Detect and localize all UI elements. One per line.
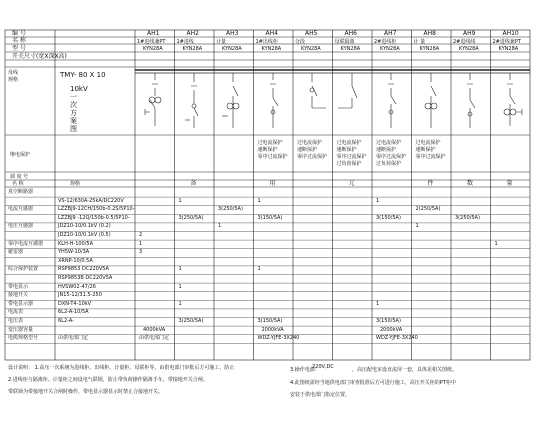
- cabinet-model: KYN28A: [222, 46, 242, 52]
- cabinet-name: 母联隔离: [334, 39, 355, 45]
- relay-text: 速断保护: [376, 147, 397, 153]
- voltage-title-char: 图: [70, 125, 77, 133]
- table-cell: 1: [257, 266, 261, 273]
- cabinet-name: 分段: [295, 39, 306, 45]
- voltage-title-char: 方: [70, 109, 77, 117]
- row-spec: JDZ10-10/0.1kV (0.5): [58, 232, 111, 238]
- cabinet-id: AH4: [265, 30, 278, 37]
- voltage-title-char: 一: [70, 93, 77, 101]
- row-name: 带电显示: [8, 283, 29, 290]
- row-name: 接地开关: [8, 292, 29, 299]
- header-model-label: 型 号: [12, 45, 26, 52]
- note-line: 4.此图纸需经当地供电部门审查批准后方可进行施工，高压开关柜的PT柜中: [290, 380, 456, 386]
- table-cell: 3(150/5A): [376, 318, 401, 324]
- row-spec: LZZBJ9 -12Q/150b-0.5/5P10-: [58, 214, 130, 221]
- row-spec: DXN-T4-10kV: [58, 300, 92, 307]
- note-line: 设计说明： 1.高压一次系统为进线柜、出线柜、计量柜、母联柜等，由供电部门审批后方可施工，防止: [8, 365, 235, 371]
- cabinet-id: AH7: [384, 30, 397, 37]
- table-cell: 1: [178, 300, 182, 307]
- cabinet-model: KYN28A: [498, 46, 519, 52]
- table-cell: 1: [376, 197, 380, 204]
- row-name: 电缆规格型号: [8, 335, 39, 342]
- table-cell: 2(250/5A): [415, 206, 441, 213]
- relay-text: 过电流保护: [376, 140, 402, 146]
- section-title-char: 用: [269, 180, 276, 187]
- cabinet-id: AH10: [502, 30, 519, 37]
- row-spec: LZZBJ9-12CH/150b-0.2S/5P10-: [58, 206, 135, 213]
- table-cell: 1: [494, 240, 498, 247]
- row-spec: KLH-H-100/5A: [58, 240, 94, 247]
- row-spec: JDZ10-10/0.1kV (0.2): [58, 223, 111, 230]
- voltage-title-char: 10kV: [70, 85, 88, 93]
- voltage-title-char: 次: [70, 101, 77, 109]
- table-cell: 1: [178, 266, 182, 273]
- relay-text: 过电流保护: [336, 140, 362, 146]
- relay-text: 零序过流保护: [376, 154, 407, 160]
- cabinet-name: 计 量: [413, 39, 426, 45]
- relay-text: 过电流保护: [297, 140, 323, 146]
- busbar-spec-label: 规格: [8, 77, 19, 83]
- cabinet-id: AH6: [344, 30, 357, 37]
- table-cell: 3(250/5A): [178, 214, 204, 221]
- row-spec: RSP9853B DC220V5A: [58, 275, 113, 281]
- cabinet-model: KYN28A: [340, 46, 361, 52]
- cabinet-id: AH9: [463, 30, 476, 37]
- cabinet-model: KYN28A: [261, 46, 282, 52]
- cabinet-name: 1#进线: [176, 39, 194, 45]
- table-cell: 3(150/5A): [257, 214, 283, 221]
- table-cell: 3(150/5A): [257, 318, 283, 324]
- cabinet-model: KYN28A: [459, 46, 479, 52]
- cable-value: WDZ-YJFE-3X240: [257, 335, 300, 342]
- col-name-label: 名 称: [12, 181, 24, 187]
- table-cell: 2: [139, 232, 143, 238]
- relay-text: 零序过流保护: [415, 154, 446, 160]
- row-name: 零序电流互感器: [8, 240, 44, 247]
- cabinet-id: AH8: [423, 30, 436, 37]
- cabinet-name: 2#进线兼PT: [492, 39, 521, 45]
- capacity-value: 4000kVA: [143, 326, 166, 333]
- row-spec: XRNP-10/0.5A: [58, 257, 93, 264]
- table-cell: 3(250/5A): [178, 318, 204, 324]
- row-spec: RSP9853 DC220V5A: [58, 266, 109, 273]
- header-size-label: 开关尺寸(宽X深X高): [12, 53, 67, 60]
- section-title-char: 备: [190, 180, 197, 187]
- cabinet-model: KYN28A: [182, 46, 203, 52]
- cabinet-id: AH2: [186, 30, 199, 37]
- relay-text: 速断保护: [415, 147, 436, 153]
- table-cell: 1: [139, 240, 143, 247]
- table-cell: 3(250/5A): [455, 214, 480, 221]
- cabinet-model: KYN28A: [143, 46, 163, 52]
- relay-text: 速断保护: [297, 147, 318, 153]
- note-line-emphasis: 220V,DC: [312, 364, 334, 370]
- dispatch-label: 调 度 号: [10, 174, 29, 180]
- header-name-label: 名 称: [12, 37, 26, 44]
- relay-text: 过负荷保护: [376, 161, 402, 167]
- cabinet-model: KYN28A: [301, 46, 321, 52]
- section-title-char: 量: [506, 180, 513, 187]
- note-line: 带联锁为带接地开关合闸时操作，带电显示器显示时禁止合接地开关。: [8, 389, 164, 395]
- row-name: 电压表: [8, 318, 24, 324]
- row-spec: 由供电部门定: [58, 335, 89, 342]
- cabinet-name: 2#进线线: [453, 39, 476, 45]
- header-number-label: 编 号: [12, 30, 26, 37]
- row-name: 电流表: [8, 309, 24, 316]
- row-spec: JN15-12/31.5-250: [58, 292, 102, 299]
- voltage-title-char: 案: [70, 117, 77, 125]
- relay-text: 零序过流保护: [257, 154, 288, 160]
- cabinet-name: 1#进线兼PT: [137, 39, 166, 45]
- row-spec: 6L2-A-: [58, 318, 74, 324]
- table-cell: 3(150/5A): [376, 214, 401, 221]
- row-name: 真空断路器: [8, 189, 34, 195]
- row-name: 避雷器: [8, 249, 24, 256]
- cabinet-model: KYN28A: [380, 46, 400, 52]
- relay-label: 继电保护: [10, 152, 31, 158]
- note-line: 3.操作电源：: [290, 367, 320, 373]
- relay-text: 过电流保护: [415, 140, 441, 146]
- row-spec: HVSW02-47/26: [58, 283, 96, 290]
- table-cell: 1: [257, 197, 261, 204]
- row-name: 电压互感器: [8, 223, 34, 230]
- cabinet-name: 2#进线柜: [374, 39, 397, 45]
- relay-text: 过电流保护: [257, 140, 283, 146]
- cabinet-id: AH5: [305, 30, 318, 37]
- relay-text: 速断保护: [257, 147, 278, 153]
- table-cell: 1: [178, 283, 182, 290]
- busbar-label: 母线: [8, 70, 19, 76]
- relay-text: 零序过流保护: [297, 154, 328, 160]
- cable-value: WDZ-YJFE-3X240: [376, 335, 418, 342]
- cabinet-id: AH3: [226, 30, 239, 37]
- section-title-char: 件: [427, 180, 434, 187]
- row-name: 综合保护装置: [8, 266, 39, 273]
- cable-value: 由供电部门定: [139, 335, 170, 342]
- table-cell: 3(250/5A): [218, 206, 243, 213]
- relay-text: 零序过流保护: [336, 154, 367, 160]
- table-cell: 1: [415, 223, 419, 230]
- row-spec: VS-12/630A-25kA/DC220V: [58, 197, 124, 204]
- row-name: 带电显示器: [8, 300, 34, 307]
- table-cell: 3: [139, 249, 143, 256]
- col-spec-label: 规格: [70, 181, 81, 187]
- relay-text: 速断保护: [336, 147, 357, 153]
- capacity-value: 2000kVA: [380, 326, 403, 333]
- table-cell: 1: [376, 300, 380, 307]
- note-line: 2.进线柜与隔离柜、计量柜之间设电气联锁，防止带负荷操作隔离手车，带接地开关合闸。: [8, 377, 208, 383]
- note-line: ，高压配电室设直流屏一套，具体见相关图纸。: [352, 367, 458, 373]
- relay-text: 过负荷保护: [336, 161, 362, 167]
- note-line: 安装于供电部门指定位置。: [290, 392, 351, 398]
- section-title-char: 数: [467, 180, 474, 187]
- table-cell: 1: [178, 197, 182, 204]
- row-name: 电流互感器: [8, 206, 34, 213]
- table-cell: 1: [218, 223, 222, 230]
- cabinet-name: 1#出线柜: [255, 39, 278, 45]
- cabinet-id: AH1: [147, 30, 160, 37]
- cabinet-model: KYN28A: [419, 46, 440, 52]
- row-spec: YH5W-10/3A: [58, 249, 90, 256]
- row-name: 变压器容量: [8, 326, 34, 333]
- cabinet-name: 计量: [216, 39, 227, 45]
- capacity-value: 2000kVA: [261, 326, 284, 333]
- busbar-spec: TMY- 80 X 10: [60, 71, 106, 79]
- section-title-char: 元: [348, 180, 355, 187]
- row-spec: 6L2-A-10/5A: [58, 309, 89, 316]
